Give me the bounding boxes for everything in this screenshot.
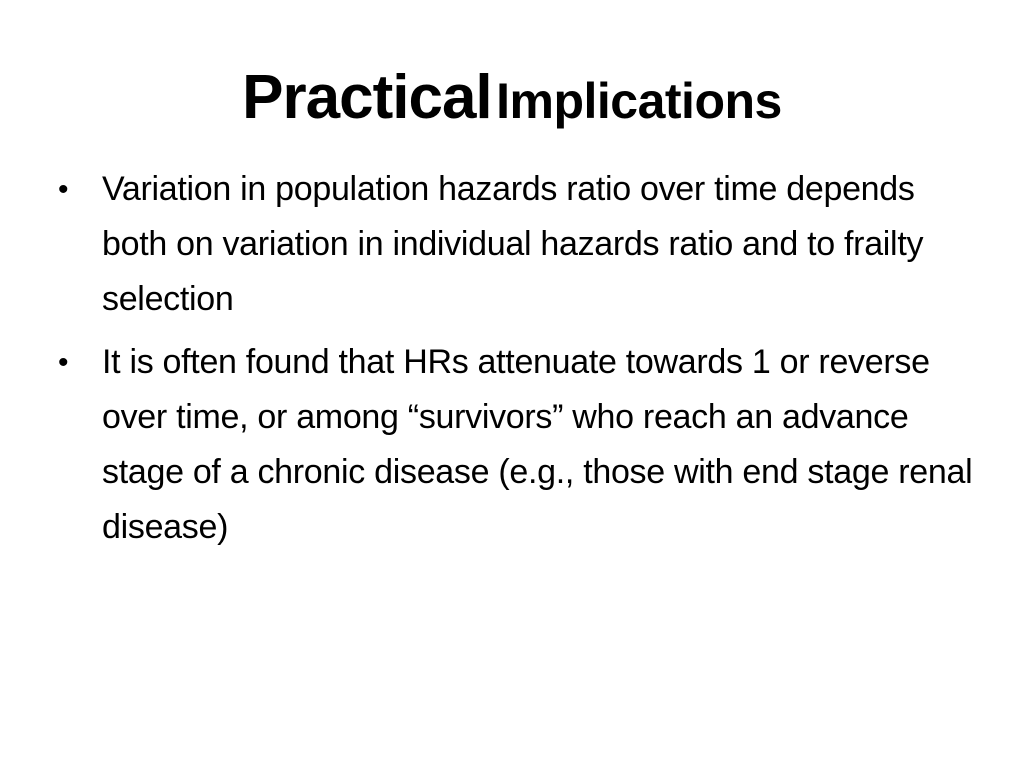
bullet-text: Variation in population hazards ratio over time depends both on variation in individual hazards ratio and to frailty selection <box>102 170 924 318</box>
bullet-list <box>56 162 976 563</box>
bullet-item-attenuation <box>56 335 976 555</box>
bullet-text: It is often found that HRs attenuate towards 1 or reverse over time, or among “survivors” who reach an advance stage of a chronic disease (e.g., those with end stage renal disease) <box>102 343 973 546</box>
slide-title <box>0 58 1024 154</box>
title-main: Practical <box>242 63 492 132</box>
bullet-point-icon: • <box>58 173 69 206</box>
title-sub: Implications <box>496 73 782 129</box>
bullet-item-variation <box>56 162 976 327</box>
bullet-point-icon: • <box>58 346 69 379</box>
